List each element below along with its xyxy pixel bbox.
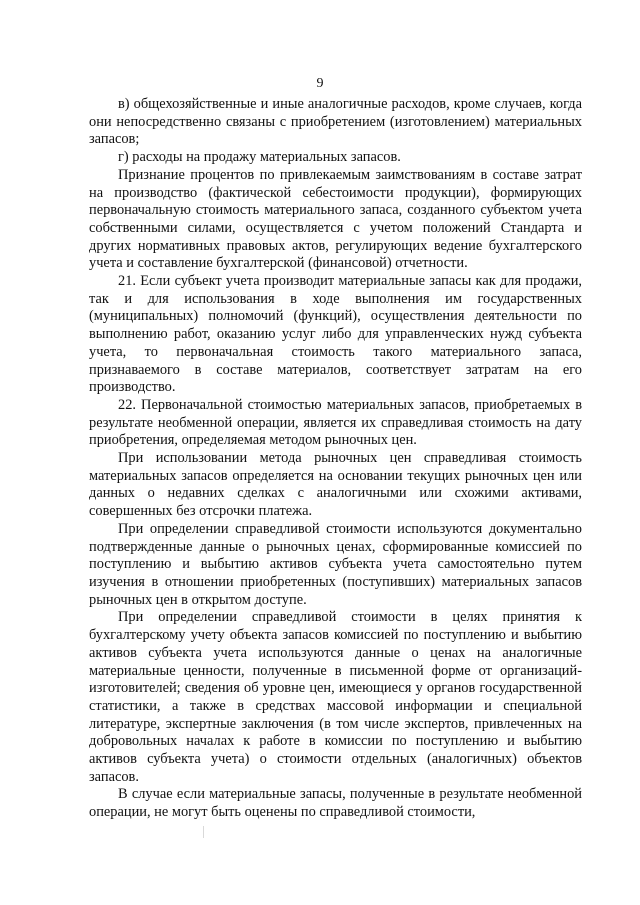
paragraph-clause-22: 22. Первоначальной стоимостью материальных запасов, приобретаемых в результате необменной операции, является их справедливая стоимость на дату приобретения, определяемая методом рыночных цен. [89, 396, 582, 449]
paragraph-fair-value-sources: При определении справедливой стоимости в целях принятия к бухгалтерскому учету объекта запасов комиссией по поступлению и выбытию активов субъекта учета используются данные о ценах на аналогичные материальные ценности, полученные в письменной форме от организаций-изготовителей; сведения об уровне цен, имеющиеся у органов государственной статистики, а также в средствах массовой информации и специальной литературе, экспертные заключения (в том числе экспертов, привлеченных на добровольных началах к работе в комиссии по поступлению и выбытию активов субъекта учета) о стоимости отдельных (аналогичных) объектов запасов. [89, 609, 582, 785]
paragraph-interest-recognition: Признание процентов по привлекаемым заимствованиям в составе затрат на производство (фактической себестоимости продукции), формирующих первоначальную стоимость материального запаса, созданного субъектом учета собственными силами, осуществляется с учетом положений Стандарта и других нормативных правовых актов, регулирующих ведение бухгалтерского учета и составление бухгалтерской (финансовой) отчетности. [89, 166, 582, 272]
paragraph-item-g: г) расходы на продажу материальных запасов. [118, 149, 401, 166]
page-number: 9 [316, 76, 324, 91]
paragraph-item-v: в) общехозяйственные и иные аналогичные расходов, кроме случаев, когда они непосредственно связаны с приобретением (изготовлением) материальных запасов; [89, 96, 582, 148]
scan-mark [203, 826, 204, 838]
paragraph-clause-21: 21. Если субъект учета производит материальные запасы как для продажи, так и для использования в ходе выполнения им государственных (муниципальных) полномочий (функций), осуществления деятельности по выполнению работ, оказанию услуг либо для управленческих нужд субъекта учета, то первоначальная стоимость такого материального запаса, признаваемого в составе материалов, соответствует затратам на его производство. [89, 273, 582, 396]
paragraph-market-price-method: При использовании метода рыночных цен справедливая стоимость материальных запасов определяется на основании текущих рыночных цен или данных о недавних сделках с аналогичными или схожими активами, совершенных без отсрочки платежа. [89, 450, 582, 520]
document-body [89, 96, 582, 822]
paragraph-non-exchange-continued: В случае если материальные запасы, полученные в результате необменной операции, не могут быть оценены по справедливой стоимости, [89, 786, 582, 821]
paragraph-fair-value-evidence: При определении справедливой стоимости используются документально подтвержденные данные о рыночных ценах, сформированные комиссией по поступлению и выбытию активов субъекта учета самостоятельно путем изучения в отношении приобретенных (поступивших) материальных запасов рыночных цен в открытом доступе. [89, 520, 582, 608]
